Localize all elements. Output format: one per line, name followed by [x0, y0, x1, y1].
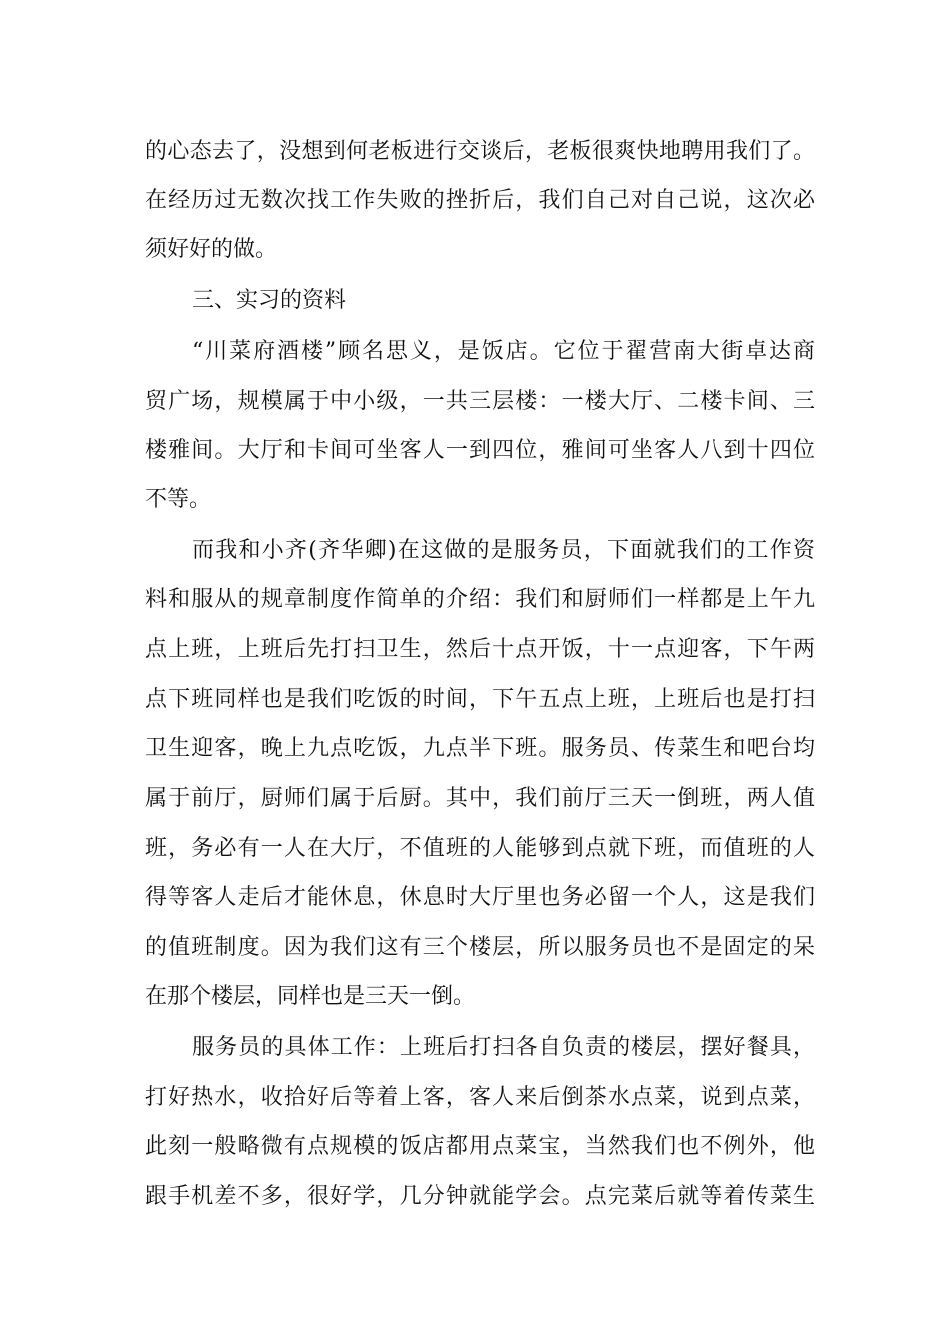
paragraph-line: 卫生迎客，晚上九点吃饭，九点半下班。服务员、传菜生和吧台均 [145, 736, 815, 761]
paragraph-line: 而我和小齐(齐华卿)在这做的是服务员，下面就我们的工作资 [192, 538, 815, 563]
paragraph-line: 料和服从的规章制度作简单的介绍：我们和厨师们一样都是上午九 [145, 587, 815, 612]
paragraph-line: 不等。 [145, 487, 212, 512]
paragraph-line: 点下班同样也是我们吃饭的时间，下午五点上班，上班后也是打扫 [145, 687, 815, 712]
paragraph-line: 跟手机差不多，很好学，几分钟就能学会。点完菜后就等着传菜生 [145, 1184, 815, 1209]
paragraph-line: 在那个楼层，同样也是三天一倒。 [145, 984, 476, 1009]
paragraph-line: 须好好的做。 [145, 237, 278, 262]
paragraph-line: 的心态去了，没想到何老板进行交谈后，老板很爽快地聘用我们了。 [145, 139, 815, 164]
section-heading: 三、实习的资料 [192, 288, 347, 313]
paragraph-line: 在经历过无数次找工作失败的挫折后，我们自己对自己说，这次必 [145, 188, 815, 213]
paragraph-line: 点上班，上班后先打扫卫生，然后十点开饭，十一点迎客，下午两 [145, 637, 815, 662]
paragraph-line: 属于前厅，厨师们属于后厨。其中，我们前厅三天一倒班，两人值 [145, 786, 815, 811]
paragraph-line: 打好热水，收拾好后等着上客，客人来后倒茶水点菜，说到点菜， [145, 1085, 815, 1110]
paragraph-line: 贸广场，规模属于中小级，一共三层楼：一楼大厅、二楼卡间、三 [145, 389, 815, 414]
paragraph-line: 班，务必有一人在大厅，不值班的人能够到点就下班，而值班的人 [145, 836, 815, 861]
paragraph-line: 的值班制度。因为我们这有三个楼层，所以服务员也不是固定的呆 [145, 935, 815, 960]
paragraph-line: 得等客人走后才能休息，休息时大厅里也务必留一个人，这是我们 [145, 885, 815, 910]
paragraph-line: “川菜府酒楼”顾名思义，是饭店。它位于翟营南大街卓达商 [192, 339, 815, 364]
paragraph-line: 此刻一般略微有点规模的饭店都用点菜宝，当然我们也不例外，他 [145, 1134, 815, 1159]
paragraph-line: 楼雅间。大厅和卡间可坐客人一到四位，雅间可坐客人八到十四位 [145, 438, 815, 463]
paragraph-line: 服务员的具体工作：上班后打扫各自负责的楼层，摆好餐具， [192, 1035, 815, 1060]
